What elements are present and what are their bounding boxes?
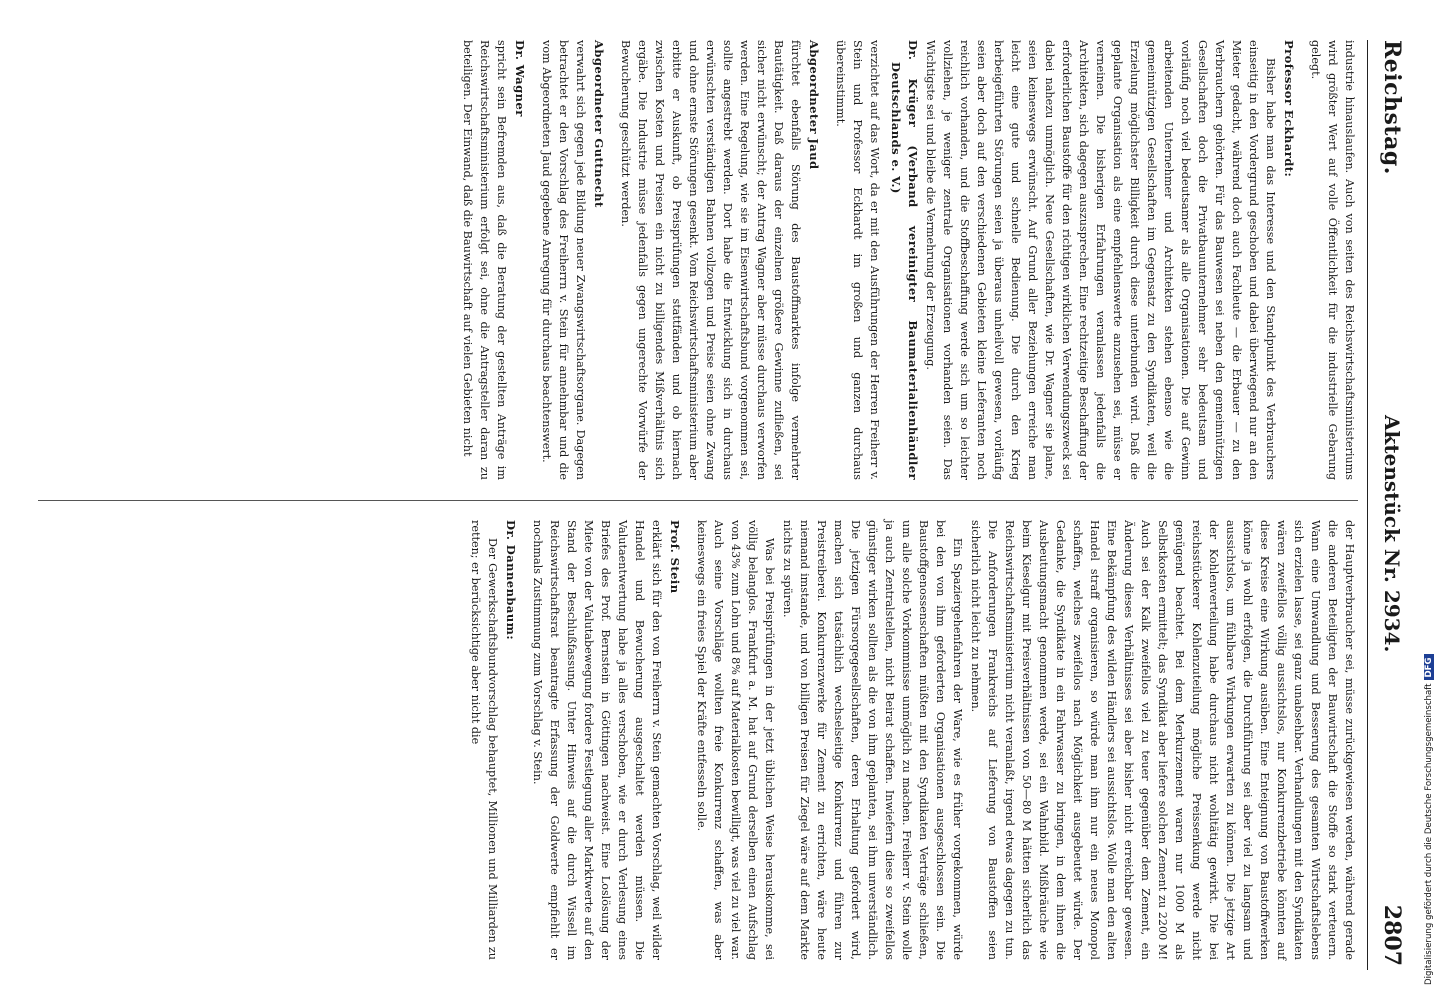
paragraph: verwahrt sich gegen jede Bildung neuer Zwangswirtschaftsorgane. Dagegen betrachtet er den Vorschlag des Freiherrn v. Stein für annehmbar und die vom Abgeordneten Jaud gegebene Anregung für durchaus beachtenswert. (540, 40, 587, 480)
running-head (1372, 40, 1412, 970)
speaker-jaud: Abgeordneter Jaud (807, 40, 821, 170)
credit-text: Digitalisierung gefördert durch die Deutsche Forschungsgemeinschaft (1424, 683, 1434, 985)
left-column (458, 40, 1358, 480)
header-document-number: Aktenstück Nr. 2934. (1380, 415, 1404, 653)
header-title: Reichstag. (1379, 40, 1405, 175)
dfg-logo: DFG (1424, 654, 1434, 680)
paragraph: Ein Spaziergehenfahren der Ware, wie es früher vorgekommen, würde bei den von ihm geforderten Organisationen ausgeschlossen sein. Die Baustoffgenossenschaften müßten mit den Syndikaten Verträge schließen, um alle solche Vorkommnisse unmöglich zu machen. Freiherr v. Stein wolle ja auch Zentralstellen, nicht Beirat schaffen. Inwiefern diese so zweifellos günstiger wirken sollten als die von ihm geplanten, sei ihm unverständlich. Die jetzigen Fürsorgegesellschaften, deren Erhaltung gefordert wird, machen sich tatsächlich wechselseitige Konkurrenz und führen zur Preistreiberei. Konkurrenzwerke für Zement zu errichten, wäre heute niemand imstande, und von billigen Preisen für Ziegel wäre auf dem Markte nichts zu spüren. (781, 520, 964, 960)
speaker-dannenbaum: Dr. Dannenbaum: (504, 520, 518, 640)
page-number: 2807 (1379, 904, 1405, 966)
document-page (22, 40, 1412, 970)
right-column (466, 520, 1358, 960)
paragraph: industrie hinauslaufen. Auch von seiten des Reichswirtschaftsministeriums wird größter Wert auf volle Öffentlichkeit für die industrielle Gebarung gelegt. (1309, 40, 1356, 480)
speaker-guttnecht: Abgeordneter Guttnecht (592, 40, 606, 208)
speaker-eckhardt: Professor Eckhardt: (1282, 40, 1296, 178)
speaker-stein: Prof. Stein (668, 520, 682, 594)
paragraph: verzichtet auf das Wort, da er mit den Ausführungen der Herren Freiherr v. Stein und Professor Eckhardt im großen und ganzen durchaus übereinstimmt. (834, 40, 881, 480)
paragraph: Bisher habe man das Interesse und den Standpunkt des Verbrauchers einseitig in den Vordergrund geschoben und dabei überwiegend nur an den Mieter gedacht, während doch auch Fachleute — die Erbauer — zu den Verbrauchern gehörten. Für das Bauwesen sei neben den gemeinnützigen Gesellschaften doch die Privatbauunternehmer sehr bedeutsam und vorläufig noch viel bedeutsamer als alle Organisationen. Die auf Gewinn arbeitenden Unternehmer und Architekten stehen ebenso wie die gemeinnützigen Gesellschaften im Gegensatz zu den Syndikaten, weil die Erzielung möglichster Billigkeit durch diese unterbunden wird. Daß die geplante Organisation als eine empfehlenswerte anzusehen sei, müsse er verneinen. Die bisherigen Erfahrungen veranlassen jedenfalls die Architekten, sich dagegen auszusprechen. Eine rechtzeitige Beschaffung der erforderlichen Baustoffe für den richtigen wirklichen Verwendungszweck sei dabei nahezu unmöglich. Neue Gesellschaften, wie Dr. Wagner sie plane, seien keineswegs erwünscht. Auf Grund aller Beziehungen erreiche man leicht eine gute und schnelle Bedienung. Die durch den Krieg herbeigeführten Störungen seien ja überaus unheilvoll gewesen, vorläufig seien aber doch auf den verschiedenen Gebieten kleine Lieferanten noch reichlich vorhanden, und die Stoffbeschaffung werde sich um so leichter vollziehen, je weniger zentrale Organisationen vorhanden seien. Das Wichtigste sei und bleibe die Vermehrung der Erzeugung. (924, 40, 1277, 480)
header-rule (1367, 40, 1368, 970)
paragraph: fürchtet ebenfalls Störung des Baustoffmarktes infolge vermehrter Bautätigkeit. Daß daraus der einzelnen größere Gewinne zufließen, sei sicher nicht erwünscht; der Antrag Wagner aber müsse durchaus verworfen werden. Eine Regelung, wie sie im Eisenwirtschaftsbund vorgenommen sei, sollte angestrebt werden. Dort habe die Entwicklung sich in durchaus erwünschten verständigen Bahnen vollzogen und Preise seien ohne Zwang und ohne ernste Störungen gesenkt. Vom Reichswirtschaftsministerium aber erbitte er Auskunft, ob Preisprüfungen stattfänden und ob hiernach zwischen Kosten und Preisen ein nicht zu billigendes Mißverhältnis sich ergäbe. Die Industrie müsse jedenfalls gegen ungerechte Vorwürfe der Bewucherung geschützt werden. (619, 40, 802, 480)
speaker-krueger: Dr. Krüger (Verband vereinigter Baumaterialienhändler Deutschlands e. V.) (889, 40, 920, 480)
digitization-credit (1424, 657, 1434, 985)
paragraph: Der Gewerkschaftsbundvorschlag behauptet, Millionen und Milliarden zu retten; er berücksichtige aber nicht die (469, 520, 499, 960)
speaker-wagner: Dr. Wagner (513, 40, 527, 117)
paragraph: Was bei Preisprüfungen in der jetzt üblichen Weise herauskomme, sei völlig belanglos. Frankfurt a. M. hat auf Grund derselben einen Aufschlag von 43% zum Lohn und 8% auf Materialkosten bewilligt, was viel zu viel war. Auch seine Vorschläge wollten freie Konkurrenz schaffen, was aber keineswegs ein freies Spiel der Kräfte entfesseln solle. (695, 520, 776, 960)
paragraph: erklärt sich für den von Freiherrn v. Stein gemachten Vorschlag, weil wilder Handel und Bewucherung ausgeschaltet werden müssen. Die Valutaentwertung habe ja alles verschoben, wie er durch Verlesung eines Briefes des Prof. Bernstein in Göttingen nachweist. Eine Loslösung der Miete von der Valutabewegung fordere Festlegung aller Marktwerte auf den Stand der Beschlußfassung. Unter Hinweis auf die durch Wissell im Reichswirtschaftsrat beantragte Erfassung der Goldwerte empfiehlt er nochmals Zustimmung zum Vorschlag v. Stein. (531, 520, 663, 960)
paragraph: spricht sein Befremden aus, daß die Beratung der gestellten Anträge im Reichswirtschaftsministerium erfolgt sei, ohne die Antragsteller daran zu beteiligen. Der Einwand, daß die Bauwirtschaft auf vielen Gebieten nicht (461, 40, 508, 480)
paragraph: der Hauptverbraucher sei, müsse zurückgewiesen werden, während gerade die anderen Beteiligten der Bauwirtschaft die Stoffe so stark verteuern. Wann eine Umwandlung und Besserung des gesamten Wirtschaftslebens sich erzielen lasse, sei ganz unabsehbar. Verhandlungen mit den Syndikaten wären zweifellos völlig aussichtslos, nur Konkurrenzbetriebe könnten auf diese Kreise eine Wirkung ausüben. Eine Enteignung von Baustoffwerken könne ja wohl erfolgen, die Durchführung sei aber viel zu langsam und aussichtslos, um fühlbare Wirkungen erwarten zu können. Die jetzige Art der Kohlenverteilung habe durchaus nicht wohltätig gewirkt. Die bei reichsstückerer Kohlenzuteilung mögliche Preissenkung werde nicht genügend beachtet. Bei dem Merkurzement waren nur 1000 M als Selbstkosten ermittelt; das Syndikat aber liefere solchen Zement zu 2200 M! Auch sei der Kalk zweifellos viel zu teuer gegenüber dem Zement, ein Änderung dieses Verhältnisses sei aber bisher nicht erreichbar gewesen. Eine Bekämpfung des wilden Händlers sei aussichtslos. Wolle man den alten Handel straff organisieren, so würde man ihm nur ein neues Monopol schaffen, welches zweifellos nach Möglichkeit ausgebeutet würde. Der Gedanke, die Syndikate in ein Fahrwasser zu bringen, in dem ihnen die Ausbeutungsmacht genommen werde, sei ein Wahnbild. Mißbräuche wie beim Kieselgur mit Preisverhältnissen von 50—80 M hätten sicherlich das Reichswirtschaftsministerium nicht veranlaßt, irgend etwas dagegen zu tun. Die Anforderungen Frankreichs auf Lieferung von Baustoffen seien sicherlich nicht leicht zu nehmen. (969, 520, 1356, 960)
column-divider (38, 500, 1358, 501)
